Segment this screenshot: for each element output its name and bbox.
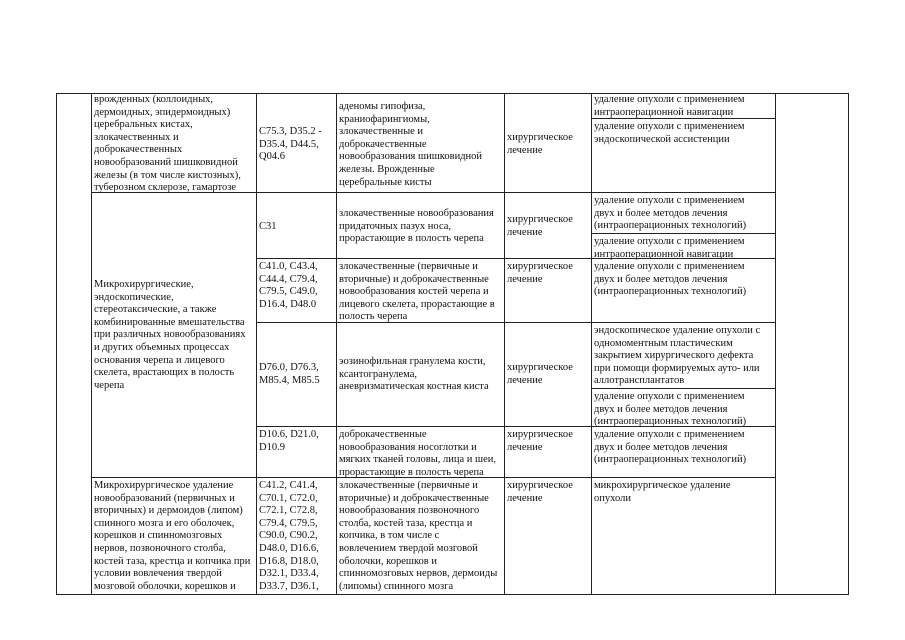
icd-codes: C41.2, C41.4, C70.1, C72.0, C72.1, C72.8, C79.4, C79.5, C90.0, C90.2, D48.0, D16.6, D16.8, D18.0, D32.1, D33.4, D33.7, D36.1, xyxy=(259,480,319,592)
patient-model-text: злокачественные новообразования придаточных пазух носа, прорастающие в полость черепа xyxy=(339,208,494,245)
condition-text: Микрохирургическое удаление новообразований (первичных и вторичных) и дермоидов (липом) спинного мозга и его оболочек, корешков и спинномозговых нервов, позвоночного столба, костей таза, крестца и копчика при условии вовлечения твердой мозговой оболочки, корешков и xyxy=(94,480,251,592)
row-divider-4-methods xyxy=(591,388,776,389)
column-divider-number xyxy=(91,93,92,595)
patient-model-text: эозинофильная гранулема кости, ксантогранулема, аневризматическая костная киста xyxy=(339,356,489,393)
column-divider-model xyxy=(504,93,505,595)
column-divider-condition xyxy=(256,93,257,595)
treatment-type: хирургическое лечение xyxy=(507,132,573,156)
column-divider-treatment xyxy=(591,93,592,595)
table-border-bottom xyxy=(56,594,849,595)
condition-text: врожденных (коллоидных, дермоидных, эпидермоидных) церебральных кистах, злокачественных и доброкачественных новообразований шишковидной железы (в том числе кистозных), туберозном склерозе, гамартозе xyxy=(94,94,241,194)
row-divider-2-methods xyxy=(591,233,776,234)
icd-codes: C41.0, C43.4, C44.4, C79.4, C79.5, C49.0, D16.4, D48.0 xyxy=(259,261,318,310)
icd-codes: D10.6, D21.0, D10.9 xyxy=(259,429,319,453)
condition-text: Микрохирургические, эндоскопические, стереотаксические, а также комбинированные вмешательства при различных новообразованиях и других объемных процессах основания черепа и лицевого скелета, врастающих в полость черепа xyxy=(94,279,246,391)
method-text: удаление опухоли с применением двух и более методов лечения (интраоперационных технологий) xyxy=(594,391,747,428)
patient-model-text: злокачественные (первичные и вторичные) и доброкачественные новообразования костей черепа и лицевого скелета, прорастающие в полость черепа xyxy=(339,261,495,323)
table-border-right xyxy=(848,93,849,595)
method-text: удаление опухоли с применением эндоскопической ассистенции xyxy=(594,121,745,145)
treatment-type: хирургическое лечение xyxy=(507,429,573,453)
patient-model-text: злокачественные (первичные и вторичные) и доброкачественные новообразования позвоночного столба, костей таза, крестца и копчика, в том числе с вовлечением твердой мозговой оболочки, корешков и спинномозговых нервов, дермоиды (липомы) спинного мозга xyxy=(339,480,498,592)
treatment-type: хирургическое лечение xyxy=(507,261,573,285)
method-text: удаление опухоли с применением двух и более методов лечения (интраоперационных технологий) xyxy=(594,195,747,232)
method-text: удаление опухоли с применением двух и более методов лечения (интраоперационных технологий) xyxy=(594,261,747,298)
column-divider-methods xyxy=(775,93,776,595)
column-divider-codes xyxy=(336,93,337,595)
method-text: микрохирургическое удаление опухоли xyxy=(594,480,731,504)
table-border-left xyxy=(56,93,57,595)
treatment-type: хирургическое лечение xyxy=(507,214,573,238)
method-text: удаление опухоли с применением интраоперационной навигации xyxy=(594,94,745,118)
method-text: удаление опухоли с применением интраоперационной навигации xyxy=(594,236,745,260)
method-text: эндоскопическое удаление опухоли с одномоментным пластическим закрытием хирургического дефекта при помощи формируемых ауто- или аллотрансплантатов xyxy=(594,325,761,387)
icd-codes: D76.0, D76.3, M85.4, M85.5 xyxy=(259,362,320,386)
method-text: удаление опухоли с применением двух и более методов лечения (интраоперационных технологий) xyxy=(594,429,747,466)
patient-model-text: аденомы гипофиза, краниофарингиомы, злокачественные и доброкачественные новообразования шишковидной железы. Врожденные церебральные кисты xyxy=(339,101,483,188)
patient-model-text: доброкачественные новообразования носоглотки и мягких тканей головы, лица и шеи, прорастающие в полость черепа xyxy=(339,429,496,478)
treatment-type: хирургическое лечение xyxy=(507,362,573,386)
icd-codes: C75.3, D35.2 - D35.4, D44.5, Q04.6 xyxy=(259,126,322,163)
row-divider-3 xyxy=(256,322,776,323)
icd-codes: C31 xyxy=(259,221,277,232)
treatment-type: хирургическое лечение xyxy=(507,480,573,504)
